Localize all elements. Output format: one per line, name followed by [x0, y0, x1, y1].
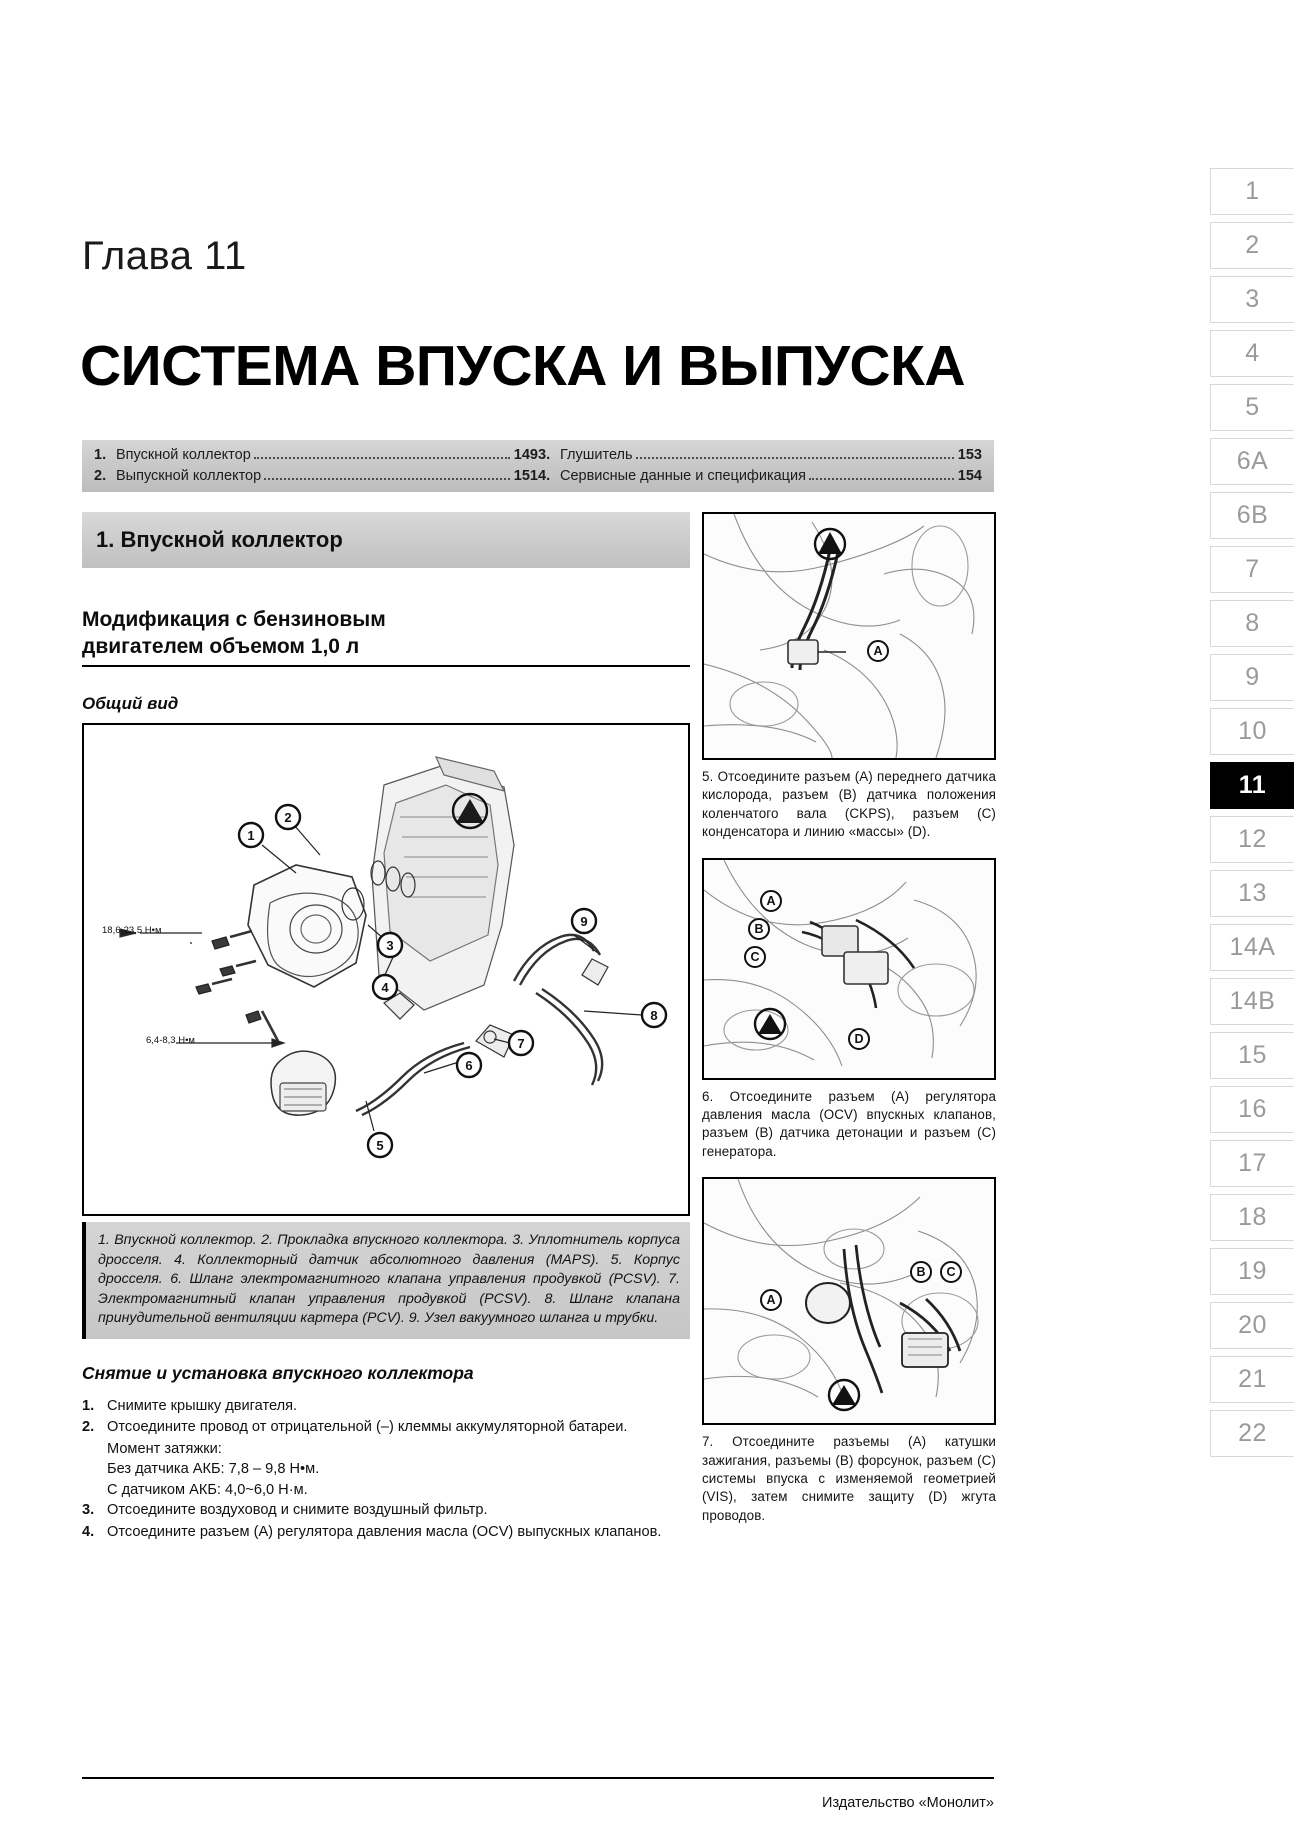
toc-label: Выпускной коллектор	[116, 468, 262, 484]
svg-text:1: 1	[247, 828, 255, 843]
toc-entry[interactable]	[538, 445, 982, 466]
toc-number: 4.	[538, 468, 551, 484]
toc-page-number: 153	[957, 447, 982, 463]
step-number: 3.	[82, 1502, 95, 1518]
svg-text:9: 9	[580, 914, 588, 929]
callout-c: C	[940, 1261, 962, 1283]
photo-caption-7: 7. Отсоедините разъемы (A) катушки зажигания, разъемы (B) форсунок, разъем (C) системы впуска с изменяемой геометрией (VIS), затем снимите защиту (D) жгута проводов.	[702, 1434, 996, 1523]
photo-artwork-7	[704, 1179, 994, 1423]
chapter-tab-22[interactable]: 22	[1210, 1410, 1294, 1457]
step-text: Отсоедините провод от отрицательной (–) клеммы аккумуляторной батареи.	[107, 1419, 628, 1435]
chapter-tab-11[interactable]: 11	[1210, 762, 1294, 809]
chapter-tab-1[interactable]: 1	[1210, 168, 1294, 215]
chapter-tab-3[interactable]: 3	[1210, 276, 1294, 323]
toc-entry[interactable]	[538, 466, 982, 487]
step-number: 1.	[82, 1397, 95, 1414]
torque-spec-2: 6,4-8,3 Н•м	[146, 1035, 195, 1046]
chapter-tab-6a[interactable]: 6A	[1210, 438, 1294, 485]
toc-page-number: 149	[513, 447, 538, 463]
chapter-tab-5[interactable]: 5	[1210, 384, 1294, 431]
procedure-step	[82, 1500, 690, 1521]
chapter-tab-4[interactable]: 4	[1210, 330, 1294, 377]
chapter-tab-20[interactable]: 20	[1210, 1302, 1294, 1349]
toc-page-number: 154	[957, 468, 982, 484]
engine-variant-heading	[82, 606, 690, 667]
toc-label: Сервисные данные и спецификация	[560, 468, 806, 484]
svg-text:3: 3	[386, 938, 394, 953]
svg-text:7: 7	[517, 1036, 525, 1051]
photo-step-7	[702, 1177, 996, 1425]
chapter-tab-17[interactable]: 17	[1210, 1140, 1294, 1187]
exploded-view-diagram	[82, 723, 690, 1216]
chapter-tab-8[interactable]: 8	[1210, 600, 1294, 647]
step-number: 4.	[82, 1523, 95, 1540]
toc-entry[interactable]	[94, 466, 538, 487]
toc-label: Глушитель	[560, 447, 633, 463]
callout-a: A	[867, 640, 889, 662]
photo-caption-5: 5. Отсоедините разъем (A) переднего датчика кислорода, разъем (B) датчика положения коленчатого вала (CKPS), разъем (C) конденсатора и линию «массы» (D).	[702, 769, 996, 840]
page-title: СИСТЕМА ВПУСКА И ВЫПУСКА	[80, 334, 966, 398]
chapter-tab-10[interactable]: 10	[1210, 708, 1294, 755]
chapter-tab-21[interactable]: 21	[1210, 1356, 1294, 1403]
callout-a: A	[760, 1289, 782, 1311]
svg-text:5: 5	[376, 1138, 384, 1153]
chapter-tab-6b[interactable]: 6B	[1210, 492, 1294, 539]
chapter-tab-19[interactable]: 19	[1210, 1248, 1294, 1295]
toc-label: Впускной коллектор	[116, 447, 251, 463]
svg-text:4: 4	[381, 980, 389, 995]
toc-column-right	[538, 445, 982, 492]
photo-step-5	[702, 512, 996, 760]
step-subtext: Без датчика АКБ: 7,8 – 9,8 Н•м.	[107, 1461, 320, 1477]
variant-line-1: Модификация с бензиновым	[82, 608, 386, 631]
chapter-tab-15[interactable]: 15	[1210, 1032, 1294, 1079]
toc-leader	[636, 457, 954, 459]
section-header-bar: 1. Впускной коллектор	[82, 512, 690, 568]
photo-step-6	[702, 858, 996, 1080]
toc-page-number: 151	[513, 468, 538, 484]
step-text: Отсоедините разъем (A) регулятора давления масла (OCV) выпускных клапанов.	[107, 1523, 662, 1540]
callout-b: B	[910, 1261, 932, 1283]
figure-heading: Общий вид	[82, 694, 179, 713]
torque-spec-1: 18,6-23,5 Н•м	[102, 925, 162, 936]
procedure-step	[82, 1522, 690, 1543]
svg-text:8: 8	[650, 1008, 658, 1023]
chapter-tab-7[interactable]: 7	[1210, 546, 1294, 593]
callout-c: C	[744, 946, 766, 968]
publisher-imprint: Издательство «Монолит»	[822, 1795, 994, 1811]
procedure-heading: Снятие и установка впускного коллектора	[82, 1362, 474, 1383]
variant-line-2: двигателем объемом 1,0 л	[82, 635, 360, 658]
callout-a: A	[760, 890, 782, 912]
callout-b: B	[748, 918, 770, 940]
chapter-tab-2[interactable]: 2	[1210, 222, 1294, 269]
procedure-step	[82, 1417, 690, 1438]
step-subtext: С датчиком АКБ: 4,0~6,0 Н·м.	[107, 1481, 308, 1498]
chapter-tab-18[interactable]: 18	[1210, 1194, 1294, 1241]
toc-leader	[264, 478, 510, 480]
chapter-tab-13[interactable]: 13	[1210, 870, 1294, 917]
step-text: Отсоедините воздуховод и снимите воздушный фильтр.	[107, 1502, 488, 1518]
toc-column-left	[94, 445, 538, 492]
procedure-step	[82, 1396, 690, 1417]
toc-leader	[254, 457, 510, 459]
step-text: Снимите крышку двигателя.	[107, 1397, 298, 1414]
photo-caption-6: 6. Отсоедините разъем (A) регулятора давления масла (OCV) впускных клапанов, разъем (B) датчика детонации и разъем (C) генератора.	[702, 1088, 996, 1159]
photo-artwork-5	[704, 514, 994, 758]
diagram-artwork	[84, 725, 688, 1214]
chapter-toc	[82, 440, 994, 492]
diagram-caption: 1. Впускной коллектор. 2. Прокладка впускного коллектора. 3. Уплотнитель корпуса дросселя. 4. Коллекторный датчик абсолютного давления (MAPS). 5. Корпус дросселя. 6. Шланг электромагнитного клапана управления продувкой (PCSV). 7. Электромагнитный клапан управления продувкой (PCSV). 8. Шланг клапана принудительной вентиляции картера (PCV). 9. Узел вакуумного шланга и трубки.	[82, 1222, 690, 1339]
toc-leader	[809, 478, 954, 480]
chapter-tab-14a[interactable]: 14A	[1210, 924, 1294, 971]
chapter-tab-16[interactable]: 16	[1210, 1086, 1294, 1133]
step-number: 2.	[82, 1419, 95, 1435]
chapter-label: Глава 11	[82, 234, 247, 278]
toc-number: 2.	[94, 468, 107, 484]
callout-d: D	[848, 1028, 870, 1050]
chapter-tab-12[interactable]: 12	[1210, 816, 1294, 863]
toc-number: 1.	[94, 447, 107, 463]
svg-text:6: 6	[465, 1058, 473, 1073]
step-subtext: Момент затяжки:	[107, 1440, 222, 1457]
chapter-tab-14b[interactable]: 14B	[1210, 978, 1294, 1025]
procedure-steps	[82, 1396, 690, 1543]
svg-text:2: 2	[284, 810, 292, 825]
toc-entry[interactable]	[94, 445, 538, 466]
chapter-tab-rail	[1210, 168, 1294, 1457]
toc-number: 3.	[538, 447, 551, 463]
chapter-tab-9[interactable]: 9	[1210, 654, 1294, 701]
right-column	[702, 512, 996, 1541]
left-column	[82, 512, 690, 1543]
footer-divider	[82, 1777, 994, 1779]
